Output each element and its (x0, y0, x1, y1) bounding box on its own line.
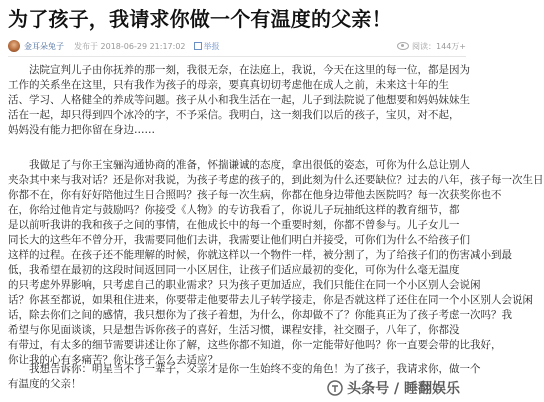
report-link[interactable] (194, 41, 220, 52)
read-count (397, 41, 466, 52)
eye-icon (397, 42, 409, 50)
paragraph-line: 是以前听我讲的我和孩子之间的事情，在他成长中的每一个重要时刻，你都不曾参与。儿子女儿一 (8, 219, 460, 231)
paragraph-line: 你都不在，你有好好陪他过生日合照吗？孩子每一次生病，你都在他身边带他去医院吗？每一次获奖你也不 (8, 189, 502, 201)
paragraph-line: 希望与你见面谈谈，只是想告诉你孩子的喜好，生活习惯，课程安排，社交圈子，八年了，你都没 (8, 324, 460, 336)
paragraph-2 (8, 158, 544, 368)
paragraph-line: 低，我希望在最初的这段时间返回同一小区居住，让孩子们适应最初的变化，可你为什么毫无温度 (8, 264, 460, 276)
paragraph-line: 我做足了与你王宝骊沟通协商的准备，怀揣谦诚的态度，拿出很低的姿态，可你为什么总让别人 (29, 159, 470, 171)
read-count-label: 阅读：144万+ (412, 41, 466, 51)
toutiao-logo-icon (327, 380, 343, 396)
paragraph-line: 的只考虑外界影响，只考虑自己的职业需求？只为孩子更加适应，我们只能住在同一个小区别人会说闲 (8, 279, 481, 291)
paragraph-line: 同长大的这些年不曾分开，我需要同他们去讲，我需要让他们明白并接受，可你们为什么不给孩子们 (8, 234, 470, 246)
paragraph-line: 在，你给过他肯定与鼓励吗？你接受《人物》的专访我看了，你说儿子玩抽纸这样的教育细节，都 (8, 204, 460, 216)
paragraph-line: 法院宣判儿子由你抚养的那一刻，我很无奈，在法庭上，我说，今天在这里的每一位，都是因为 (29, 64, 470, 76)
flag-icon (194, 42, 202, 50)
paragraph-line: 话？你甚至都说，如果租住进来，你要带走他要带去儿子转学接走，你是否就这样了还住在同一个小区别人会说闲 (8, 294, 533, 306)
watermark (323, 376, 464, 400)
paragraph-line: 妈妈没有能力把你留在身边…… (8, 124, 155, 136)
paragraph-line: 活在一起，却只得到四个冰冷的字，不予采信。我明白，这一刻我们以后的孩子，宝贝，对不起， (8, 109, 460, 121)
paragraph-line: 活、学习、人格健全的养成等问题。孩子从小和我生活在一起，儿子到法院说了他想要和妈妈妹妹生 (8, 94, 470, 106)
paragraph-line: 你让我的心有多痛苦？你让孩子怎么去适应？ (8, 354, 218, 366)
article-meta (8, 38, 466, 54)
paragraph-1 (8, 63, 470, 138)
paragraph-line: 夹杂其中来与我对话？还是你对我说，为孩子考虑的孩子的，到此刻为什么还要缺位？过去的八年，孩子每一次生日 (8, 174, 544, 186)
paragraph-line: 工作的关系坐在这里，只有我作为孩子的母亲，要真真切切考虑他在成人之前，未来这十年的生 (8, 79, 449, 91)
paragraph-line: 有温度的父亲！ (8, 378, 82, 390)
watermark-text: 头条号 / 睡翻娱乐 (347, 381, 460, 397)
paragraph-line: 有带过，有太多的细节需要讲述让你了解，这些你都不知道，你一定能带好他吗？你一直要会带的比我好， (8, 339, 502, 351)
meta-divider (8, 56, 466, 57)
paragraph-line: 我想告诉你：明星当不了一辈子，父亲才是你一生始终不变的角色！为了孩子，我请求你，做一个 (29, 363, 481, 375)
paragraph-line: 这样的过程。在孩子还不能理解的时候，你就这样以一个物件一样，被分割了，为了给孩子们的伤害减小到最 (8, 249, 512, 261)
report-label: 举报 (203, 41, 220, 51)
author-name[interactable]: 金耳朵兔子 (24, 41, 64, 51)
author-avatar[interactable] (8, 40, 20, 52)
publish-date: 发布于 2018-06-29 21:17:02 (74, 41, 186, 51)
paragraph-line: 话，除去你们之间的感情，我只想你为了孩子着想，为什么，你却做不了？你能真正为了孩子考虑一次吗？我 (8, 309, 512, 321)
article-title: 为了孩子，我请求你做一个有温度的父亲！ (8, 7, 392, 31)
